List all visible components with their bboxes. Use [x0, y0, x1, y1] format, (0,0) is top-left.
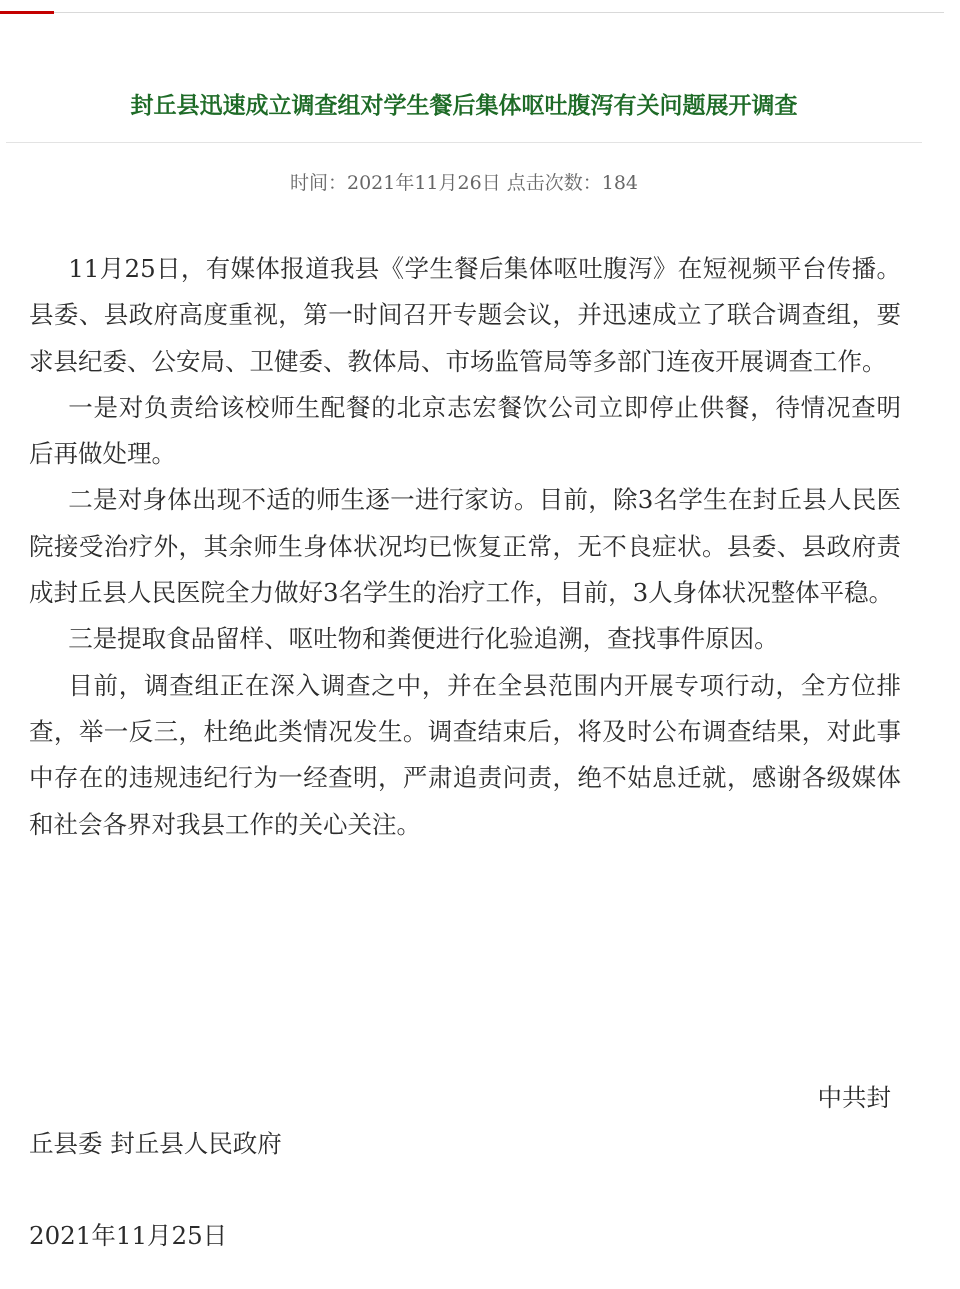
top-divider [0, 12, 944, 13]
paragraph-measure-1: 一是对负责给该校师生配餐的北京志宏餐饮公司立即停止供餐，待情况查明后再做处理。 [29, 392, 901, 469]
paragraph-conclusion: 目前，调查组正在深入调查之中，并在全县范围内开展专项行动，全方位排查，举一反三，杜绝此类情况发生。调查结束后，将及时公布调查结果，对此事中存在的违规违纪行为一经查明，严肃追责问责，绝不姑息迁就，感谢各级媒体和社会各界对我县工作的关心关注。 [29, 670, 901, 839]
title-divider [6, 142, 922, 143]
paragraph-intro: 11月25日，有媒体报道我县《学生餐后集体呕吐腹泻》在短视频平台传播。县委、县政府高度重视，第一时间召开专题会议，并迅速成立了联合调查组，要求县纪委、公安局、卫健委、教体局、市场监管局等多部门连夜开展调查工作。 [29, 254, 901, 376]
paragraph-measure-3: 三是提取食品留样、呕吐物和粪便进行化验追溯，查找事件原因。 [68, 624, 779, 654]
top-accent-bar [0, 11, 54, 14]
signature-date: 2021年11月25日 [29, 1221, 228, 1250]
signature-line-2: 丘县委 封丘县人民政府 [29, 1129, 282, 1158]
article-title: 封丘县迅速成立调查组对学生餐后集体呕吐腹泻有关问题展开调查 [130, 93, 798, 119]
signature-line-1: 中共封 [817, 1083, 891, 1112]
article-body [29, 246, 901, 848]
paragraph-measure-2: 二是对身体出现不适的师生逐一进行家访。目前，除3名学生在封丘县人民医院接受治疗外，其余师生身体状况均已恢复正常，无不良症状。县委、县政府责成封丘县人民医院全力做好3名学生的治疗工作，目前，3人身体状况整体平稳。 [29, 485, 901, 608]
article-meta: 时间：2021年11月26日 点击次数：184 [289, 172, 638, 194]
